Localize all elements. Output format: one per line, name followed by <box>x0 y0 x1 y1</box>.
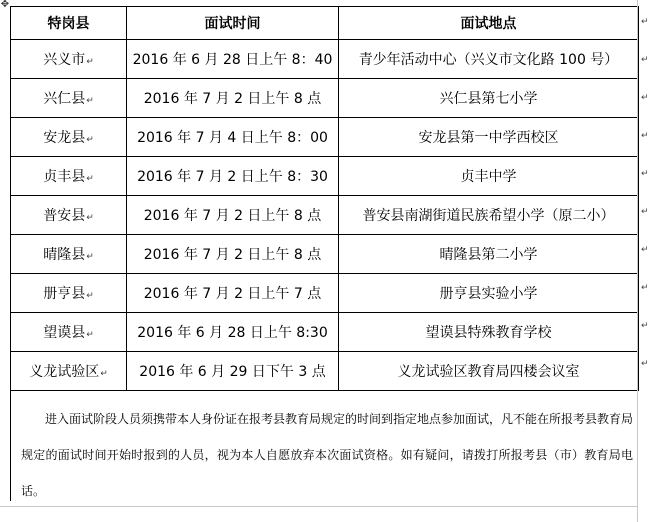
cell-county <box>11 313 127 352</box>
county-text: 晴隆县 <box>43 247 86 263</box>
cell-county <box>11 118 127 157</box>
row-end-mark-icon: ↵ <box>641 207 649 217</box>
county-text: 普安县 <box>43 208 86 224</box>
time-text: 2016 年 7 月 2 日上午 8 点 <box>143 91 322 107</box>
row-end-mark-icon: ↵ <box>641 283 649 293</box>
time-text: 2016 年 6 月 29 日下午 3 点 <box>139 364 326 380</box>
place-text: 青少年活动中心（兴义市文化路 100 号） <box>358 52 619 68</box>
cell-county <box>11 157 127 196</box>
cell-time <box>127 196 339 235</box>
county-text: 册亨县 <box>43 286 86 302</box>
paragraph-mark-icon: ↵ <box>100 369 108 379</box>
table-header-row <box>11 7 639 40</box>
place-text: 兴仁县第七小学 <box>439 91 538 107</box>
county-text: 贞丰县 <box>43 169 86 185</box>
table-row <box>11 157 639 196</box>
place-text: 义龙试验区教育局四楼会议室 <box>397 364 580 380</box>
paragraph-mark-icon: ↵ <box>86 213 94 223</box>
county-text: 望谟县 <box>43 325 86 341</box>
cell-time <box>127 157 339 196</box>
row-end-mark-icon: ↵ <box>641 131 649 141</box>
time-text: 2016 年 7 月 2 日上午 7 点 <box>143 286 322 302</box>
place-text: 普安县南湖街道民族希望小学（原二小） <box>362 208 615 224</box>
cell-place <box>339 118 639 157</box>
county-text: 兴仁县 <box>43 91 86 107</box>
time-text: 2016 年 7 月 2 日上午 8 点 <box>143 208 322 224</box>
paragraph-mark-icon: ↵ <box>86 330 94 340</box>
row-end-mark-icon: ↵ <box>641 55 649 65</box>
row-end-mark-icon: ↵ <box>641 93 649 103</box>
cell-time <box>127 274 339 313</box>
cell-county <box>11 235 127 274</box>
paragraph-mark-icon: ↵ <box>86 57 94 67</box>
header-time <box>127 7 339 40</box>
table-row <box>11 40 639 79</box>
row-end-mark-icon: ↵ <box>641 17 649 27</box>
cell-county <box>11 40 127 79</box>
interview-schedule-table <box>10 6 639 391</box>
table-row <box>11 118 639 157</box>
county-text: 安龙县 <box>43 130 86 146</box>
place-text: 册亨县实验小学 <box>439 286 538 302</box>
header-place <box>339 7 639 40</box>
cell-place <box>339 40 639 79</box>
header-place-label: 面试地点 <box>460 16 517 32</box>
paragraph-mark-icon: ↵ <box>86 174 94 184</box>
cell-time <box>127 352 339 391</box>
cell-place <box>339 313 639 352</box>
cell-county <box>11 352 127 391</box>
cell-place <box>339 274 639 313</box>
place-text: 望谟县特殊教育学校 <box>425 325 552 341</box>
table-row <box>11 235 639 274</box>
row-end-mark-icon: ↵ <box>641 245 649 255</box>
time-text: 2016 年 7 月 4 日上午 8：00 <box>137 130 328 146</box>
cell-time <box>127 79 339 118</box>
cell-place <box>339 79 639 118</box>
page-edge-bottom <box>0 506 638 507</box>
paragraph-mark-icon: ↵ <box>86 252 94 262</box>
county-text: 兴义市 <box>43 52 86 68</box>
cell-time <box>127 235 339 274</box>
county-text: 义龙试验区 <box>29 364 100 380</box>
paragraph-mark-icon: ↵ <box>86 96 94 106</box>
header-time-label: 面试时间 <box>204 16 261 32</box>
row-end-mark-icon: ↵ <box>641 359 649 369</box>
table-row <box>11 313 639 352</box>
cell-place <box>339 235 639 274</box>
paragraph-mark-icon: ↵ <box>86 135 94 145</box>
cell-county <box>11 196 127 235</box>
place-text: 晴隆县第二小学 <box>439 247 538 263</box>
place-text: 贞丰中学 <box>460 169 517 185</box>
header-county <box>11 7 127 40</box>
cell-county <box>11 274 127 313</box>
cell-time <box>127 118 339 157</box>
table-move-handle-icon[interactable]: ✥ <box>0 0 10 10</box>
header-county-label: 特岗县 <box>47 16 90 32</box>
table-row <box>11 79 639 118</box>
page-edge-right <box>637 0 638 522</box>
time-text: 2016 年 7 月 2 日上午 8：30 <box>137 169 328 185</box>
time-text: 2016 年 7 月 2 日上午 8 点 <box>143 247 322 263</box>
place-text: 安龙县第一中学西校区 <box>418 130 559 146</box>
paragraph-mark-icon: ↵ <box>86 291 94 301</box>
cell-time <box>127 313 339 352</box>
notice-box <box>10 391 638 501</box>
time-text: 2016 年 6 月 28 日上午 8:30 <box>137 325 328 341</box>
table-row <box>11 274 639 313</box>
cell-place <box>339 157 639 196</box>
row-end-mark-icon: ↵ <box>641 321 649 331</box>
time-text: 2016 年 6 月 28 日上午 8：40 <box>132 52 333 68</box>
cell-place <box>339 196 639 235</box>
notice-paragraph: 进入面试阶段人员须携带本人身份证在报考县教育局规定的时间到指定地点参加面试，凡不能在所报考县教育局规定的面试时间开始时报到的人员，视为本人自愿放弃本次面试资格。如有疑问，请拨打所报考县（市）教育局电话。 <box>21 412 634 498</box>
row-end-mark-icon: ↵ <box>641 169 649 179</box>
table-row <box>11 196 639 235</box>
cell-place <box>339 352 639 391</box>
table-row <box>11 352 639 391</box>
cell-county <box>11 79 127 118</box>
cell-time <box>127 40 339 79</box>
